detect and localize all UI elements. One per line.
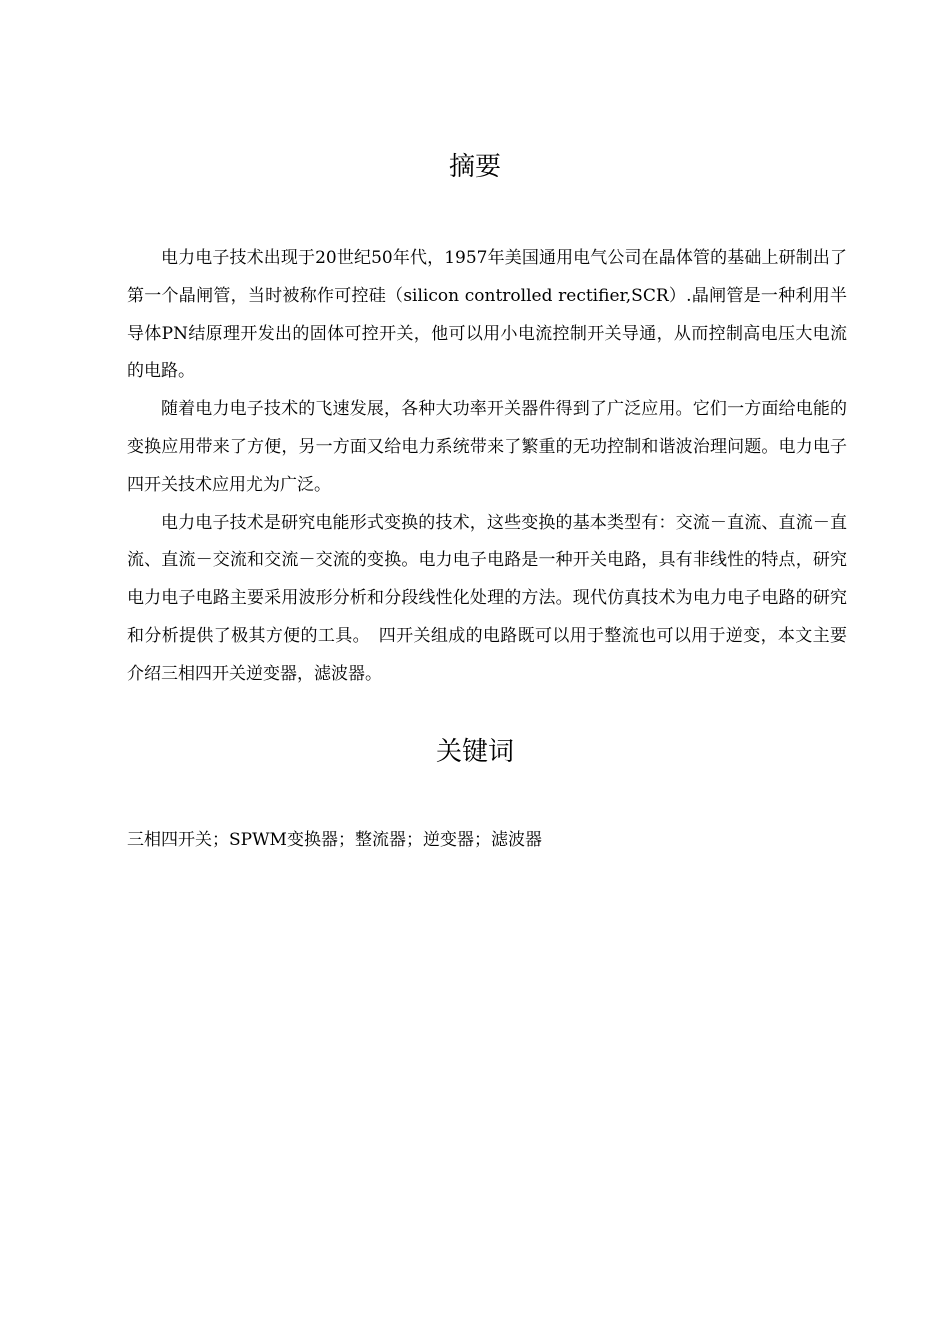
keywords-list: 三相四开关；SPWM变换器；整流器；逆变器；滤波器 (127, 830, 542, 850)
abstract-body (127, 240, 847, 694)
abstract-paragraph-3: 电力电子技术是研究电能形式变换的技术，这些变换的基本类型有：交流－直流、直流－直流、直流－交流和交流－交流的变换。电力电子电路是一种开关电路，具有非线性的特点，研究电力电子电路主要采用波形分析和分段线性化处理的方法。现代仿真技术为电力电子电路的研究和分析提供了极其方便的工具。 四开关组成的电路既可以用于整流也可以用于逆变，本文主要介绍三相四开关逆变器，滤波器。 (127, 512, 847, 684)
abstract-paragraph-2: 随着电力电子技术的飞速发展，各种大功率开关器件得到了广泛应用。它们一方面给电能的变换应用带来了方便，另一方面又给电力系统带来了繁重的无功控制和谐波治理问题。电力电子四开关技术应用尤为广泛。 (127, 399, 847, 495)
abstract-paragraph-1: 电力电子技术出现于20世纪50年代，1957年美国通用电气公司在晶体管的基础上研制出了第一个晶闸管，当时被称作可控硅（silicon controlled rectifier,SCR）.晶闸管是一种利用半导体PN结原理开发出的固体可控开关，他可以用小电流控制开关导通，从而控制高电压大电流的电路。 (127, 248, 847, 382)
abstract-heading: 摘要 (448, 152, 501, 182)
keywords-heading: 关键词 (435, 737, 514, 767)
